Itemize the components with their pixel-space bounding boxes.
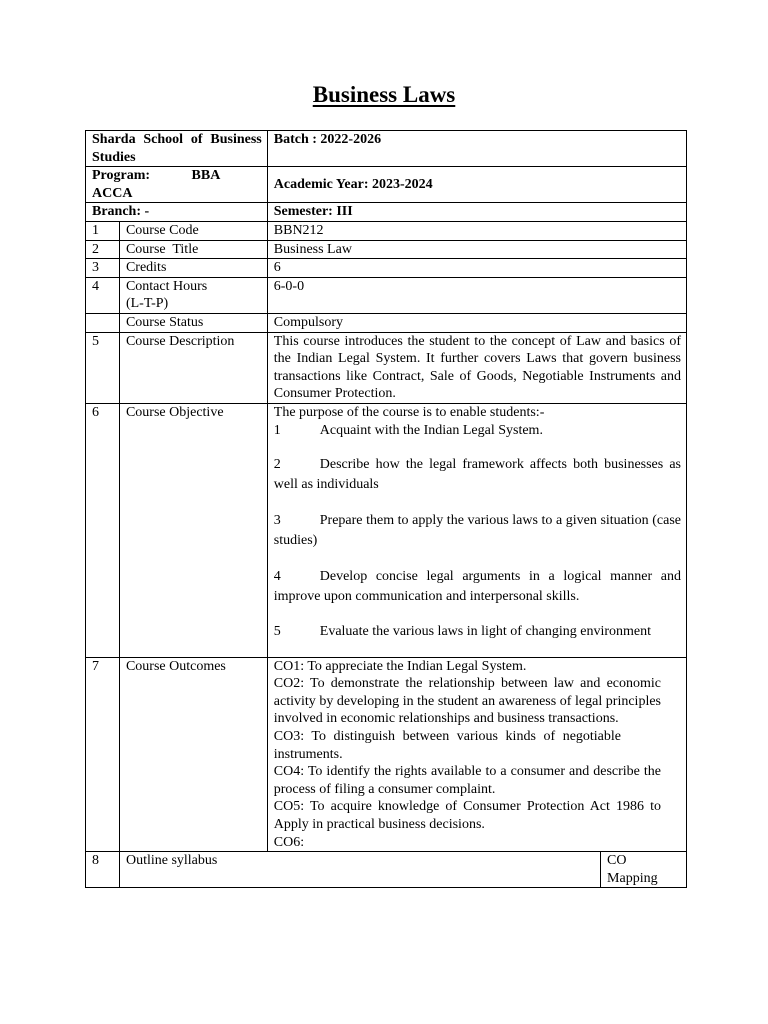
- branch: Branch: -: [86, 203, 268, 222]
- table-row: [86, 259, 687, 278]
- outcome-item: CO6:: [273, 834, 305, 850]
- academic-year: Academic Year: 2023-2024: [267, 167, 686, 203]
- contact-hours-label: Contact Hours: [125, 278, 208, 294]
- table-row: [86, 240, 687, 259]
- program: [86, 167, 268, 203]
- co-mapping-header: [601, 852, 687, 888]
- objective-item: 5 Evaluate the various laws in light of changing environment: [273, 624, 652, 640]
- row-label: Course Outcomes: [119, 657, 267, 852]
- header-row-school: [86, 131, 687, 167]
- table-row: [86, 277, 687, 313]
- ltp-label: (L-T-P): [125, 296, 169, 312]
- outcome-item: CO2: To demonstrate the relationship between law and economic activity by developing in the student an awareness of legal principles involved in economic relationships and business transactions.: [273, 676, 661, 727]
- row-label: Course Code: [119, 221, 267, 240]
- table-row: [86, 221, 687, 240]
- table-row: [86, 313, 687, 332]
- co-label: CO: [607, 853, 627, 869]
- mapping-label: Mapping: [607, 870, 658, 886]
- program-line-1: Program: BBA: [92, 168, 221, 184]
- course-outcomes: [267, 657, 686, 852]
- batch: Batch : 2022-2026: [267, 131, 686, 167]
- course-status: Compulsory: [267, 313, 686, 332]
- semester: Semester: III: [267, 203, 686, 222]
- outcome-item: CO5: To acquire knowledge of Consumer Protection Act 1986 to Apply in practical business decisions.: [273, 799, 661, 833]
- objective-item: 3 Prepare them to apply the various laws to a given situation (case studies): [273, 513, 681, 549]
- objective-item: 1 Acquaint with the Indian Legal System.: [273, 422, 543, 438]
- header-row-branch: [86, 203, 687, 222]
- objective-item: 4 Develop concise legal arguments in a logical manner and improve upon communication and interpersonal skills.: [273, 569, 681, 605]
- course-description: This course introduces the student to the concept of Law and basics of the Indian Legal System. It further covers Laws that govern business transactions like Contract, Sale of Goods, Negotiable Instruments and Consumer Protection.: [267, 332, 686, 403]
- row-label: Course Objective: [119, 403, 267, 657]
- document-title: Business Laws: [312, 82, 456, 107]
- objective-item: 2 Describe how the legal framework affects both businesses as well as individuals: [273, 457, 681, 493]
- row-number: 8: [86, 852, 120, 888]
- school-name: Sharda School of Business Studies: [86, 131, 268, 167]
- course-objective: [267, 403, 686, 657]
- row-number: 2: [86, 240, 120, 259]
- header-row-program: [86, 167, 687, 203]
- row-label: Credits: [119, 259, 267, 278]
- row-number: 3: [86, 259, 120, 278]
- contact-hours-value: 6-0-0: [267, 277, 686, 313]
- row-number: 1: [86, 221, 120, 240]
- row-label: Course Status: [119, 313, 267, 332]
- row-number: 6: [86, 403, 120, 657]
- table-row: [86, 403, 687, 657]
- course-title: Business Law: [267, 240, 686, 259]
- row-number: 7: [86, 657, 120, 852]
- outcome-item: CO1: To appreciate the Indian Legal System.: [273, 658, 527, 674]
- objective-intro: The purpose of the course is to enable students:-: [273, 404, 545, 420]
- row-label: [119, 277, 267, 313]
- table-row: [86, 852, 687, 888]
- row-label: Course Description: [119, 332, 267, 403]
- program-line-2: ACCA: [92, 185, 133, 201]
- row-number: 5: [86, 332, 120, 403]
- credits-value: 6: [267, 259, 686, 278]
- outcome-item: CO3: To distinguish between various kinds of negotiable instruments.: [273, 729, 621, 762]
- row-number: 4: [86, 277, 120, 313]
- row-label: Course Title: [119, 240, 267, 259]
- outline-syllabus: Outline syllabus: [119, 852, 600, 888]
- row-number: [86, 313, 120, 332]
- outcome-item: CO4: To identify the rights available to a consumer and describe the process of filing a consumer complaint.: [273, 764, 661, 797]
- course-table: [85, 130, 687, 888]
- course-code: BBN212: [267, 221, 686, 240]
- table-row: [86, 657, 687, 852]
- table-row: [86, 332, 687, 403]
